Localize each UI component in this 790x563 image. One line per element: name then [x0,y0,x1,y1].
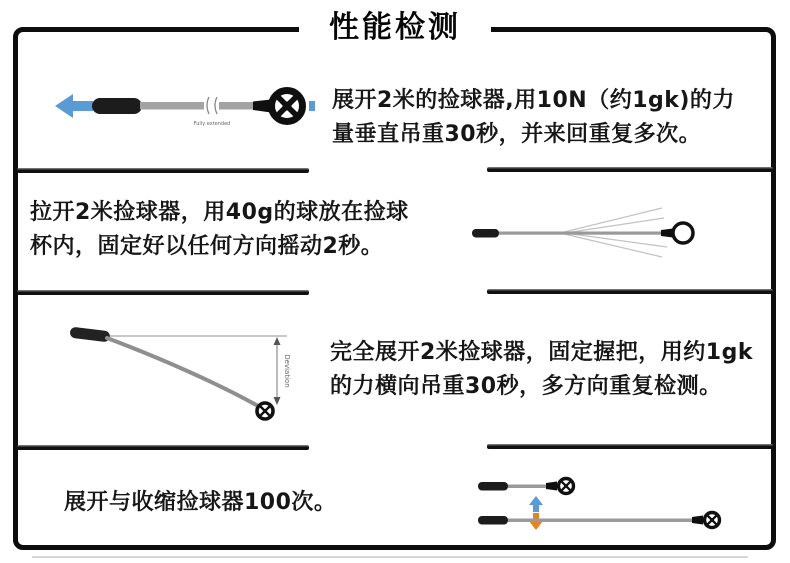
ball-cup-icon [673,223,693,243]
deviation-label: Deviation [283,354,291,388]
shaft-right [219,102,255,110]
diagram-shake-test [455,185,775,280]
shaft-short [508,485,546,489]
row4-text [64,486,336,520]
retriever-wheel-head-icon [257,403,273,419]
shaft-long [508,519,692,523]
row2-line2: 杯内，固定好以任何方向摇动2秒。 [30,234,384,259]
border-shadow-line [32,556,748,558]
handle-grip [478,482,508,491]
row2-text [30,196,409,264]
divider-2-right [487,289,773,294]
divider-1-right [487,167,773,172]
shake-motion-line [560,233,662,257]
row3-line1: 完全展开2米捡球器，固定握把，用约1gk [330,340,753,365]
deviation-arrow-up-icon [274,337,281,345]
handle-grip [69,327,110,343]
shaft [499,232,661,235]
handle-grip [92,98,142,114]
head-connector [692,516,703,525]
shake-motion-line [565,233,667,247]
deviation-arrow-down-icon [274,397,281,405]
row1-text [332,84,735,152]
retriever-wheel-head-icon [272,91,303,122]
page-title: 性能检测 [299,4,491,52]
row2-line1: 拉开2米捡球器，用40g的球放在捡球 [30,200,409,225]
row3-line2: 的力横向吊重30秒，多方向重复检测。 [330,374,722,399]
retriever-wheel-head-icon [705,513,720,528]
divider-1-left [17,168,309,173]
shaft-left [140,102,206,110]
diagram-cycle-test [450,455,770,547]
bent-shaft [107,338,258,406]
row1-line2: 量垂直吊重30秒，并来回重复多次。 [332,122,702,147]
divider-3-right [487,444,773,449]
head-connector [661,229,673,238]
handle-grip [478,516,508,525]
pull-right-arrow-icon [309,94,315,118]
handle-grip [472,229,499,238]
divider-3-left [17,445,309,450]
fully-extended-label: Fully extended [193,121,231,127]
shaft-break-gap [204,97,219,114]
diagram-deviation-test [35,303,315,433]
row4-line1: 展开与收缩捡球器100次。 [64,490,337,515]
row1-line1: 展开2米的捡球器,用10N（约1gk)的力 [332,88,735,113]
row3-text [330,336,753,404]
extend-up-arrow-icon [529,496,543,512]
head-connector [546,482,557,491]
diagram-extended-retriever [35,72,315,152]
pull-left-arrow-icon [55,94,93,118]
divider-2-left [17,290,309,295]
retriever-wheel-head-icon [559,479,574,494]
